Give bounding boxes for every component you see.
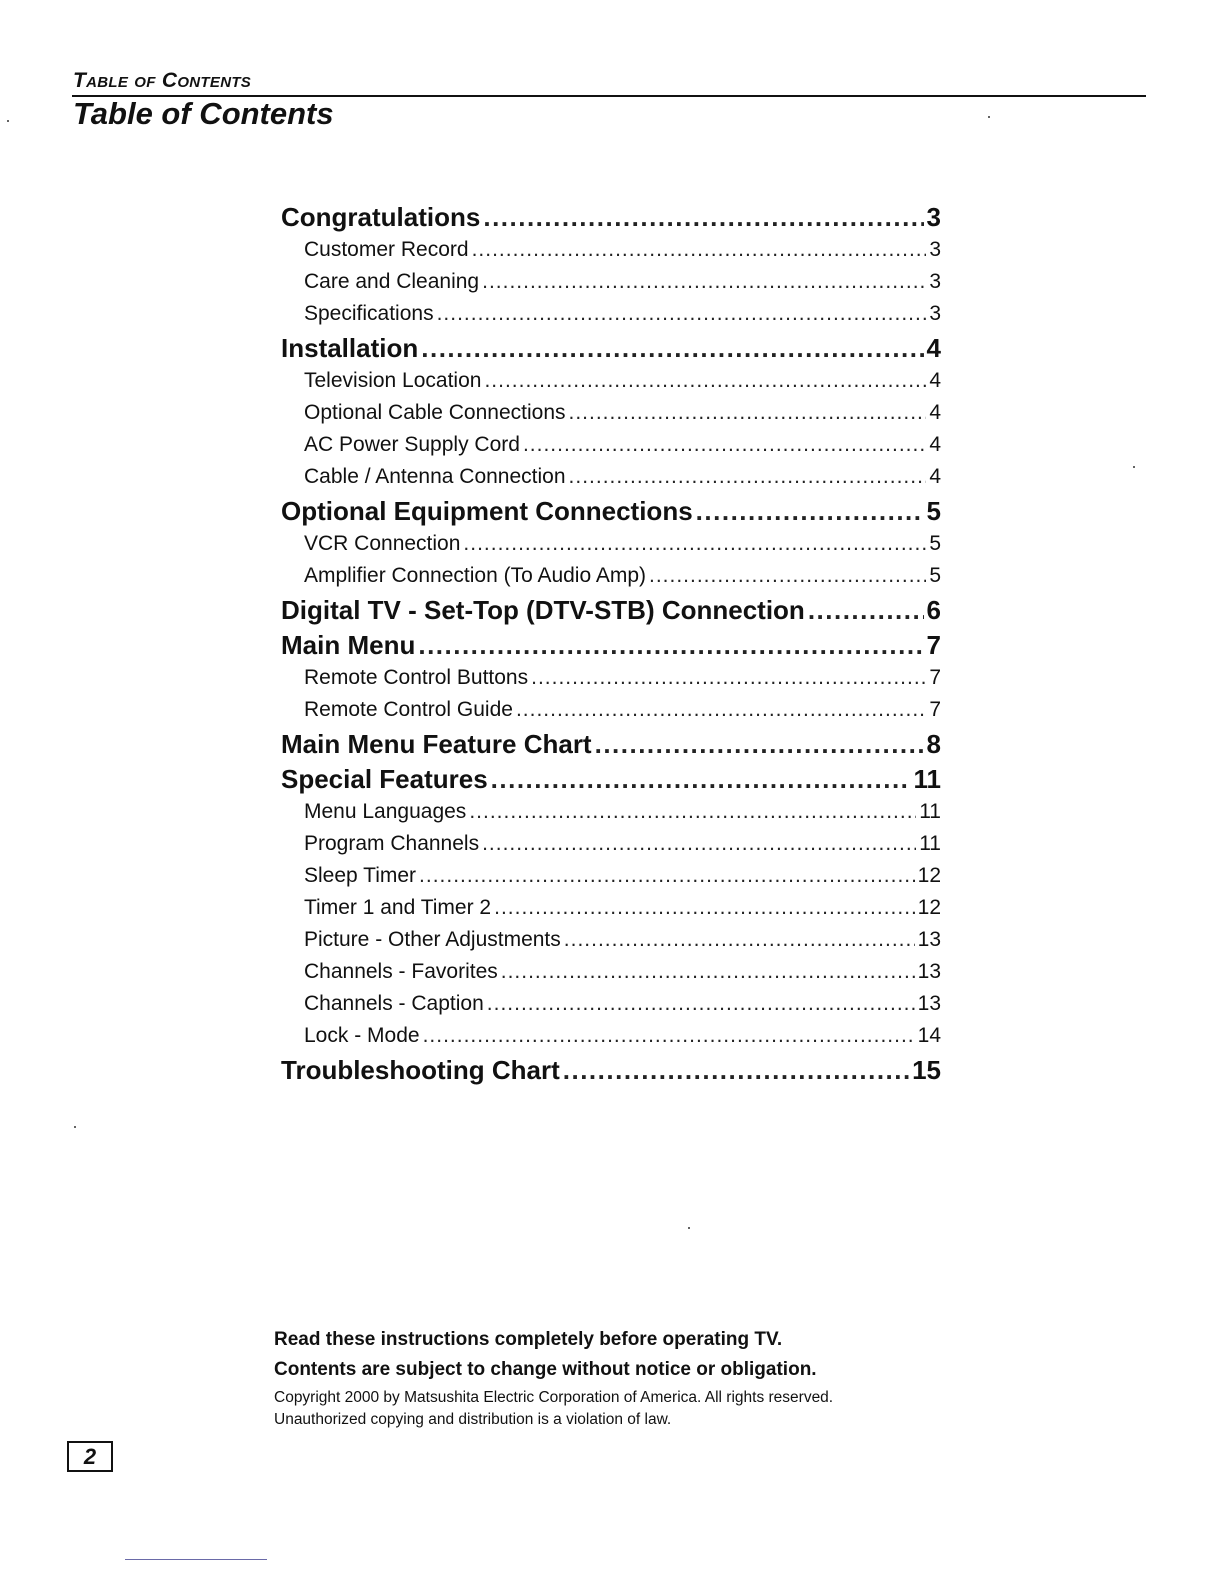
toc-entry-label: VCR Connection <box>304 532 461 555</box>
toc-entry-label: Optional Cable Connections <box>304 401 566 424</box>
toc-subsection-entry <box>281 828 941 860</box>
toc-subsection-entry <box>281 365 941 397</box>
toc-entry-page: 7 <box>929 666 941 689</box>
toc-entry-page: 4 <box>929 465 941 488</box>
dot-leader <box>595 727 924 761</box>
toc-entry-page: 4 <box>929 401 941 424</box>
toc-entry-label: Program Channels <box>304 832 480 855</box>
dot-leader <box>569 461 927 493</box>
page-number: 2 <box>67 1441 113 1472</box>
toc-entry-page: 12 <box>917 864 941 887</box>
toc-entry-label: AC Power Supply Cord <box>304 433 520 456</box>
toc-subsection-entry <box>281 429 941 461</box>
toc-entry-label: Cable / Antenna Connection <box>304 465 566 488</box>
toc-entry-page: 11 <box>919 800 941 823</box>
dot-leader <box>483 200 923 234</box>
dot-leader <box>696 494 924 528</box>
toc-entry-page: 4 <box>926 333 941 363</box>
toc-section-entry <box>281 494 941 528</box>
dot-leader <box>472 234 927 266</box>
toc-section-entry <box>281 593 941 627</box>
toc-entry-label: Picture - Other Adjustments <box>304 928 561 951</box>
toc-subsection-entry <box>281 298 941 330</box>
toc-entry-page: 8 <box>926 729 941 759</box>
toc-entry-page: 7 <box>926 630 941 660</box>
toc-entry-page: 15 <box>912 1055 941 1085</box>
toc-subsection-entry <box>281 234 941 266</box>
toc-entry-label: Optional Equipment Connections <box>281 496 693 526</box>
toc-entry-label: Channels - Favorites <box>304 960 498 983</box>
notice-block <box>274 1325 974 1431</box>
dot-leader <box>482 266 926 298</box>
toc-entry-page: 13 <box>917 928 941 951</box>
dot-leader <box>569 397 927 429</box>
toc-subsection-entry <box>281 796 941 828</box>
toc-entry-page: 3 <box>929 270 941 293</box>
toc-entry-label: Troubleshooting Chart <box>281 1055 560 1085</box>
dot-leader <box>482 828 916 860</box>
toc-entry-page: 11 <box>913 764 941 794</box>
toc-entry-page: 5 <box>929 564 941 587</box>
toc-subsection-entry <box>281 988 941 1020</box>
toc-subsection-entry <box>281 528 941 560</box>
toc-section-entry <box>281 628 941 662</box>
bottom-divider <box>125 1559 267 1560</box>
dot-leader <box>531 662 926 694</box>
toc-entry-label: Specifications <box>304 302 434 325</box>
toc-entry-label: Special Features <box>281 764 488 794</box>
toc-subsection-entry <box>281 560 941 592</box>
dot-leader <box>649 560 926 592</box>
toc-subsection-entry <box>281 1020 941 1052</box>
toc-entry-label: Congratulations <box>281 202 481 232</box>
toc-entry-page: 5 <box>926 496 941 526</box>
toc-entry-page: 3 <box>929 238 941 261</box>
toc-entry-page: 11 <box>919 832 941 855</box>
copying-notice: Unauthorized copying and distribution is a violation of law. <box>274 1411 672 1428</box>
toc-entry-label: Remote Control Buttons <box>304 666 529 689</box>
toc-entry-label: Television Location <box>304 369 482 392</box>
toc-entry-label: Sleep Timer <box>304 864 417 887</box>
toc-section-entry <box>281 762 941 796</box>
toc-subsection-entry <box>281 397 941 429</box>
toc-entry-page: 5 <box>929 532 941 555</box>
toc-entry-page: 4 <box>929 433 941 456</box>
dot-leader <box>463 528 926 560</box>
dot-leader <box>469 796 916 828</box>
toc-subsection-entry <box>281 662 941 694</box>
toc-entry-page: 4 <box>929 369 941 392</box>
scan-speck <box>1133 466 1135 468</box>
toc-entry-label: Lock - Mode <box>304 1024 420 1047</box>
toc-entry-page: 14 <box>917 1024 941 1047</box>
dot-leader <box>494 892 915 924</box>
dot-leader <box>418 628 923 662</box>
dot-leader <box>501 956 915 988</box>
page-title: Table of Contents <box>73 96 334 131</box>
toc-entry-page: 12 <box>917 896 941 919</box>
scan-speck <box>74 1126 76 1128</box>
section-label: Table of Contents <box>73 69 252 92</box>
dot-leader <box>423 1020 915 1052</box>
toc-entry-label: Digital TV - Set-Top (DTV-STB) Connection <box>281 595 805 625</box>
toc-entry-page: 3 <box>926 202 941 232</box>
toc-entry-label: Main Menu <box>281 630 416 660</box>
dot-leader <box>419 860 915 892</box>
toc-entry-page: 13 <box>917 992 941 1015</box>
toc-subsection-entry <box>281 694 941 726</box>
toc-entry-page: 7 <box>929 698 941 721</box>
toc-entry-label: Amplifier Connection (To Audio Amp) <box>304 564 646 587</box>
dot-leader <box>563 1053 909 1087</box>
toc-entry-page: 13 <box>917 960 941 983</box>
dot-leader <box>437 298 927 330</box>
toc-subsection-entry <box>281 924 941 956</box>
dot-leader <box>484 365 926 397</box>
toc-entry-label: Care and Cleaning <box>304 270 480 293</box>
scan-speck <box>7 120 9 122</box>
toc-entry-label: Installation <box>281 333 419 363</box>
read-instructions-notice: Read these instructions completely before operating TV. <box>274 1329 783 1350</box>
toc-subsection-entry <box>281 461 941 493</box>
toc-subsection-entry <box>281 892 941 924</box>
toc-section-entry <box>281 200 941 234</box>
scan-speck <box>688 1227 690 1229</box>
toc-subsection-entry <box>281 956 941 988</box>
toc-entry-page: 6 <box>926 595 941 625</box>
dot-leader <box>491 762 911 796</box>
table-of-contents <box>281 199 941 1087</box>
dot-leader <box>523 429 926 461</box>
toc-entry-label: Customer Record <box>304 238 469 261</box>
toc-entry-page: 3 <box>929 302 941 325</box>
toc-section-entry <box>281 1053 941 1087</box>
toc-subsection-entry <box>281 860 941 892</box>
toc-entry-label: Remote Control Guide <box>304 698 513 721</box>
toc-entry-label: Main Menu Feature Chart <box>281 729 592 759</box>
copyright-notice: Copyright 2000 by Matsushita Electric Corporation of America. All rights reserved. <box>274 1389 834 1406</box>
toc-entry-label: Timer 1 and Timer 2 <box>304 896 492 919</box>
dot-leader <box>564 924 915 956</box>
change-notice: Contents are subject to change without notice or obligation. <box>274 1359 817 1380</box>
toc-entry-label: Menu Languages <box>304 800 467 823</box>
dot-leader <box>808 593 924 627</box>
toc-section-entry <box>281 727 941 761</box>
scan-speck <box>988 116 990 118</box>
dot-leader <box>516 694 926 726</box>
toc-subsection-entry <box>281 266 941 298</box>
toc-entry-label: Channels - Caption <box>304 992 484 1015</box>
dot-leader <box>487 988 915 1020</box>
toc-section-entry <box>281 331 941 365</box>
dot-leader <box>421 331 923 365</box>
